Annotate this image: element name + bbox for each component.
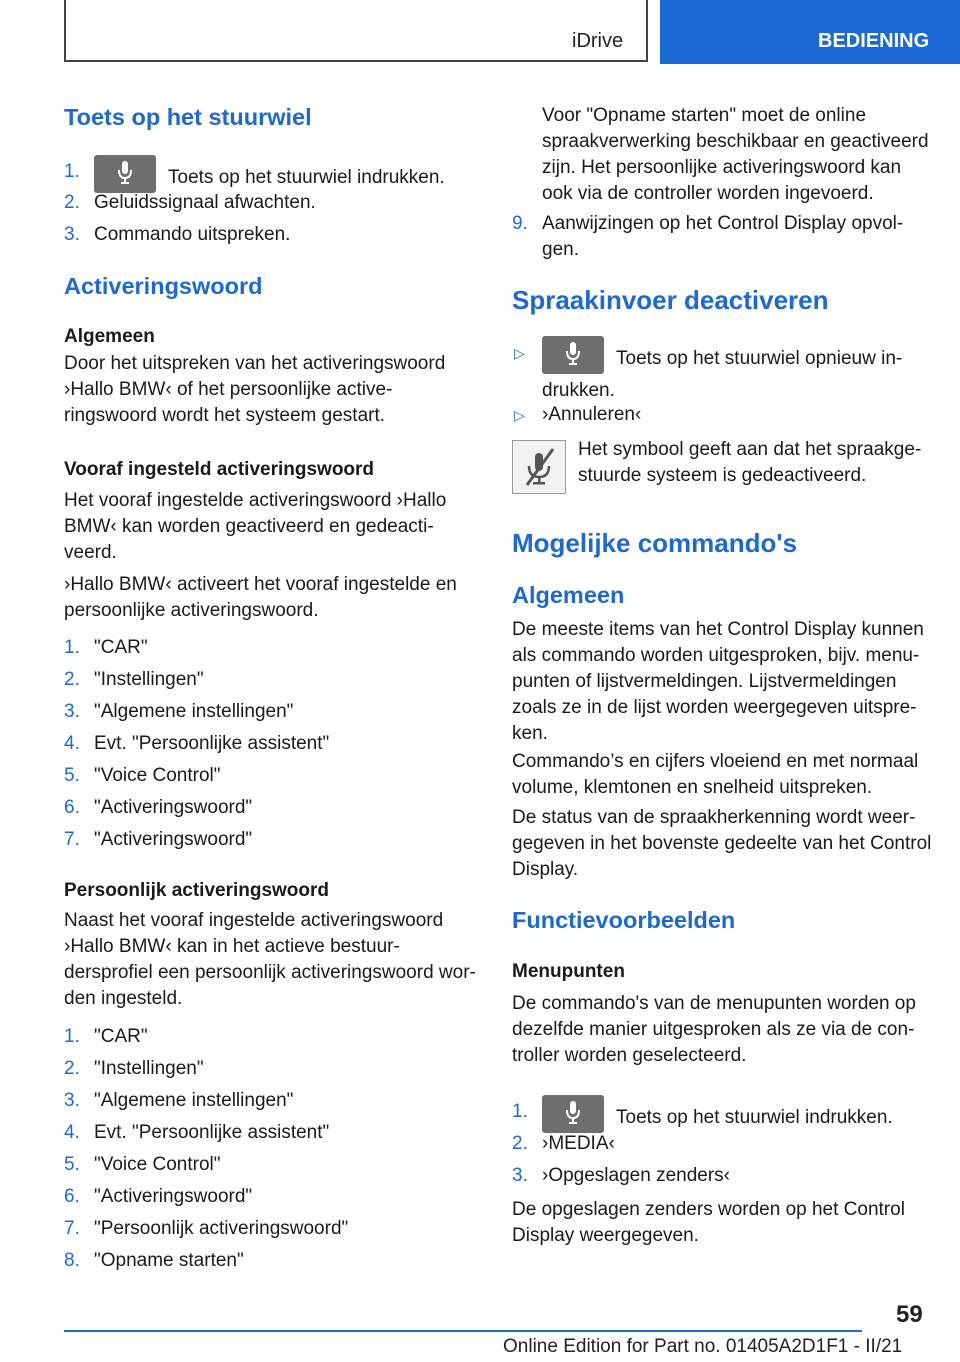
list-text: ›Annuleren‹ — [542, 404, 642, 425]
list-text: "CAR" — [94, 637, 148, 658]
subheading-menupunten: Menupunten — [512, 961, 625, 982]
subheading-persoonlijk: Persoonlijk activeringswoord — [64, 880, 330, 901]
header-chapter-tab — [660, 0, 960, 64]
subheading-vooraf: Vooraf ingesteld activeringswoord — [64, 459, 375, 480]
microphone-icon — [542, 336, 604, 374]
list-item — [64, 827, 478, 853]
list-text: "Opname starten" — [94, 1250, 244, 1271]
list-item — [64, 1088, 478, 1114]
list-number: 3. — [64, 701, 80, 722]
list-number: 5. — [64, 765, 80, 786]
list-text: "Activeringswoord" — [94, 797, 253, 818]
list-number: 7. — [64, 829, 80, 850]
list-text: "Instellingen" — [94, 669, 204, 690]
symbol-note-text: Het symbool geeft aan dat het spraakgestuurde systeem is gedeactiveerd. — [578, 439, 922, 486]
list-number: 4. — [64, 1122, 80, 1143]
list-number: 3. — [64, 1090, 80, 1111]
list-text: "CAR" — [94, 1026, 148, 1047]
list-number: 2. — [64, 192, 80, 213]
list-text: "Algemene instellingen" — [94, 1090, 294, 1111]
microphone-icon — [542, 1095, 604, 1133]
list-text: Toets op het stuurwiel indrukken. — [616, 1107, 893, 1129]
list-item — [512, 1131, 932, 1157]
list-number: 9. — [512, 213, 528, 234]
list-number: 3. — [64, 224, 80, 245]
heading-commandos: Mogelijke commando's — [512, 528, 798, 558]
list-number: 1. — [64, 637, 80, 658]
list-item — [512, 1163, 932, 1189]
list-text: Toets op het stuurwiel indrukken. — [168, 167, 445, 189]
paragraph-vooraf-1: Het vooraf ingestelde activeringswoord ›Hallo BMW‹ kan worden geactiveerd en gedeactiveerd. — [64, 490, 447, 563]
list-number: 1. — [64, 1026, 80, 1047]
list-item — [64, 1024, 478, 1050]
list-number: 5. — [64, 1154, 80, 1175]
page-number: 59 — [896, 1301, 923, 1328]
footer-edition: Online Edition for Part no. 01405A2D1F1 - II/21 — [503, 1336, 903, 1357]
list-number: 2. — [64, 669, 80, 690]
list-item — [512, 340, 932, 404]
heading-deactiveren: Spraakinvoer deactiveren — [512, 285, 829, 315]
list-text: "Persoonlijk activeringswoord" — [94, 1218, 349, 1239]
list-text: "Instellingen" — [94, 1058, 204, 1079]
list-number: 7. — [64, 1218, 80, 1239]
list-item — [64, 1152, 478, 1178]
list-number: 6. — [64, 1186, 80, 1207]
list-item — [512, 402, 932, 428]
list-item — [64, 635, 478, 661]
paragraph-continued: Voor "Opname starten" moet de online spraakverwerking beschikbaar en geactiveerd zijn. Het persoonlijke activeringswoord kan ook via de controller worden ingevoerd. — [542, 105, 929, 204]
paragraph-persoonlijk: Naast het vooraf ingestelde activeringswoord ›Hallo BMW‹ kan in het actieve bestuurdersprofiel een persoonlijk activeringswoord worden ingesteld. — [64, 910, 476, 1009]
list-text: ›Opgeslagen zenders‹ — [542, 1165, 730, 1186]
paragraph-menupunten: De commando's van de menupunten worden op dezelfde manier uitgesproken als ze via de controller worden geselecteerd. — [512, 993, 916, 1066]
microphone-off-icon — [512, 440, 566, 494]
heading-functievoorbeelden: Functievoorbeelden — [512, 907, 736, 933]
list-text: Commando uitspreken. — [94, 224, 291, 245]
list-item — [64, 190, 478, 216]
list-number: 3. — [512, 1165, 528, 1186]
list-text: Geluidssignaal afwachten. — [94, 192, 316, 213]
list-item — [64, 1216, 478, 1242]
list-item — [64, 699, 478, 725]
list-text: Evt. "Persoonlijke assistent" — [94, 733, 330, 754]
list-text: "Voice Control" — [94, 1154, 221, 1175]
list-item — [64, 1248, 478, 1274]
triangle-bullet-icon: ▷ — [514, 407, 525, 423]
subheading-algemeen: Algemeen — [64, 326, 155, 347]
list-item — [64, 1184, 478, 1210]
heading-activeringswoord: Activeringswoord — [64, 273, 263, 299]
heading-toets: Toets op het stuurwiel — [64, 104, 312, 130]
paragraph-algemeen: Door het uitspreken van het activeringswoord ›Hallo BMW‹ of het persoonlijke activeringswoord wordt het systeem gestart. — [64, 353, 446, 426]
symbol-note — [512, 440, 932, 498]
list-text: Evt. "Persoonlijke assistent" — [94, 1122, 330, 1143]
triangle-bullet-icon: ▷ — [514, 345, 525, 361]
list-text: "Activeringswoord" — [94, 1186, 253, 1207]
list-text: "Voice Control" — [94, 765, 221, 786]
list-number: 1. — [64, 161, 80, 182]
list-text: ›MEDIA‹ — [542, 1133, 615, 1154]
list-number: 8. — [64, 1250, 80, 1271]
list-item — [64, 1120, 478, 1146]
paragraph-algemeen-2: Commando’s en cijfers vloeiend en met normaal volume, klemtonen en snelheid uitspreken. — [512, 751, 919, 798]
paragraph-vooraf-2: ›Hallo BMW‹ activeert het vooraf ingestelde en persoonlijke activeringswoord. — [64, 574, 457, 621]
list-number: 4. — [64, 733, 80, 754]
microphone-icon — [94, 155, 156, 193]
list-item — [64, 1056, 478, 1082]
header-frame — [64, 0, 648, 62]
list-text: "Algemene instellingen" — [94, 701, 294, 722]
paragraph-algemeen-3: De status van de spraakherkenning wordt weergegeven in het bovenste gedeelte van het Control Display. — [512, 807, 932, 880]
list-item — [64, 731, 478, 757]
list-item — [64, 763, 478, 789]
list-number: 2. — [512, 1133, 528, 1154]
list-number: 6. — [64, 797, 80, 818]
list-item — [64, 795, 478, 821]
list-text: Aanwijzingen op het Control Display opvolgen. — [542, 213, 904, 260]
paragraph-end: De opgeslagen zenders worden op het Control Display weergegeven. — [512, 1199, 905, 1246]
list-text: "Activeringswoord" — [94, 829, 253, 850]
list-number: 2. — [64, 1058, 80, 1079]
list-item — [64, 667, 478, 693]
footer-divider — [64, 1330, 862, 1332]
list-item — [64, 222, 478, 248]
list-item — [512, 211, 932, 263]
header-section: iDrive — [572, 30, 624, 52]
header-chapter: BEDIENING — [818, 30, 930, 52]
subheading-algemeen: Algemeen — [512, 582, 625, 608]
paragraph-algemeen-1: De meeste items van het Control Display kunnen als commando worden uitgesproken, bijv. menupunten of lijstvermeldingen. Lijstvermeldingen zoals ze in de lijst worden weergegeven uitspreken. — [512, 619, 924, 744]
list-number: 1. — [512, 1101, 528, 1122]
list-text: Toets op het stuurwiel opnieuw indrukken. — [542, 348, 903, 401]
